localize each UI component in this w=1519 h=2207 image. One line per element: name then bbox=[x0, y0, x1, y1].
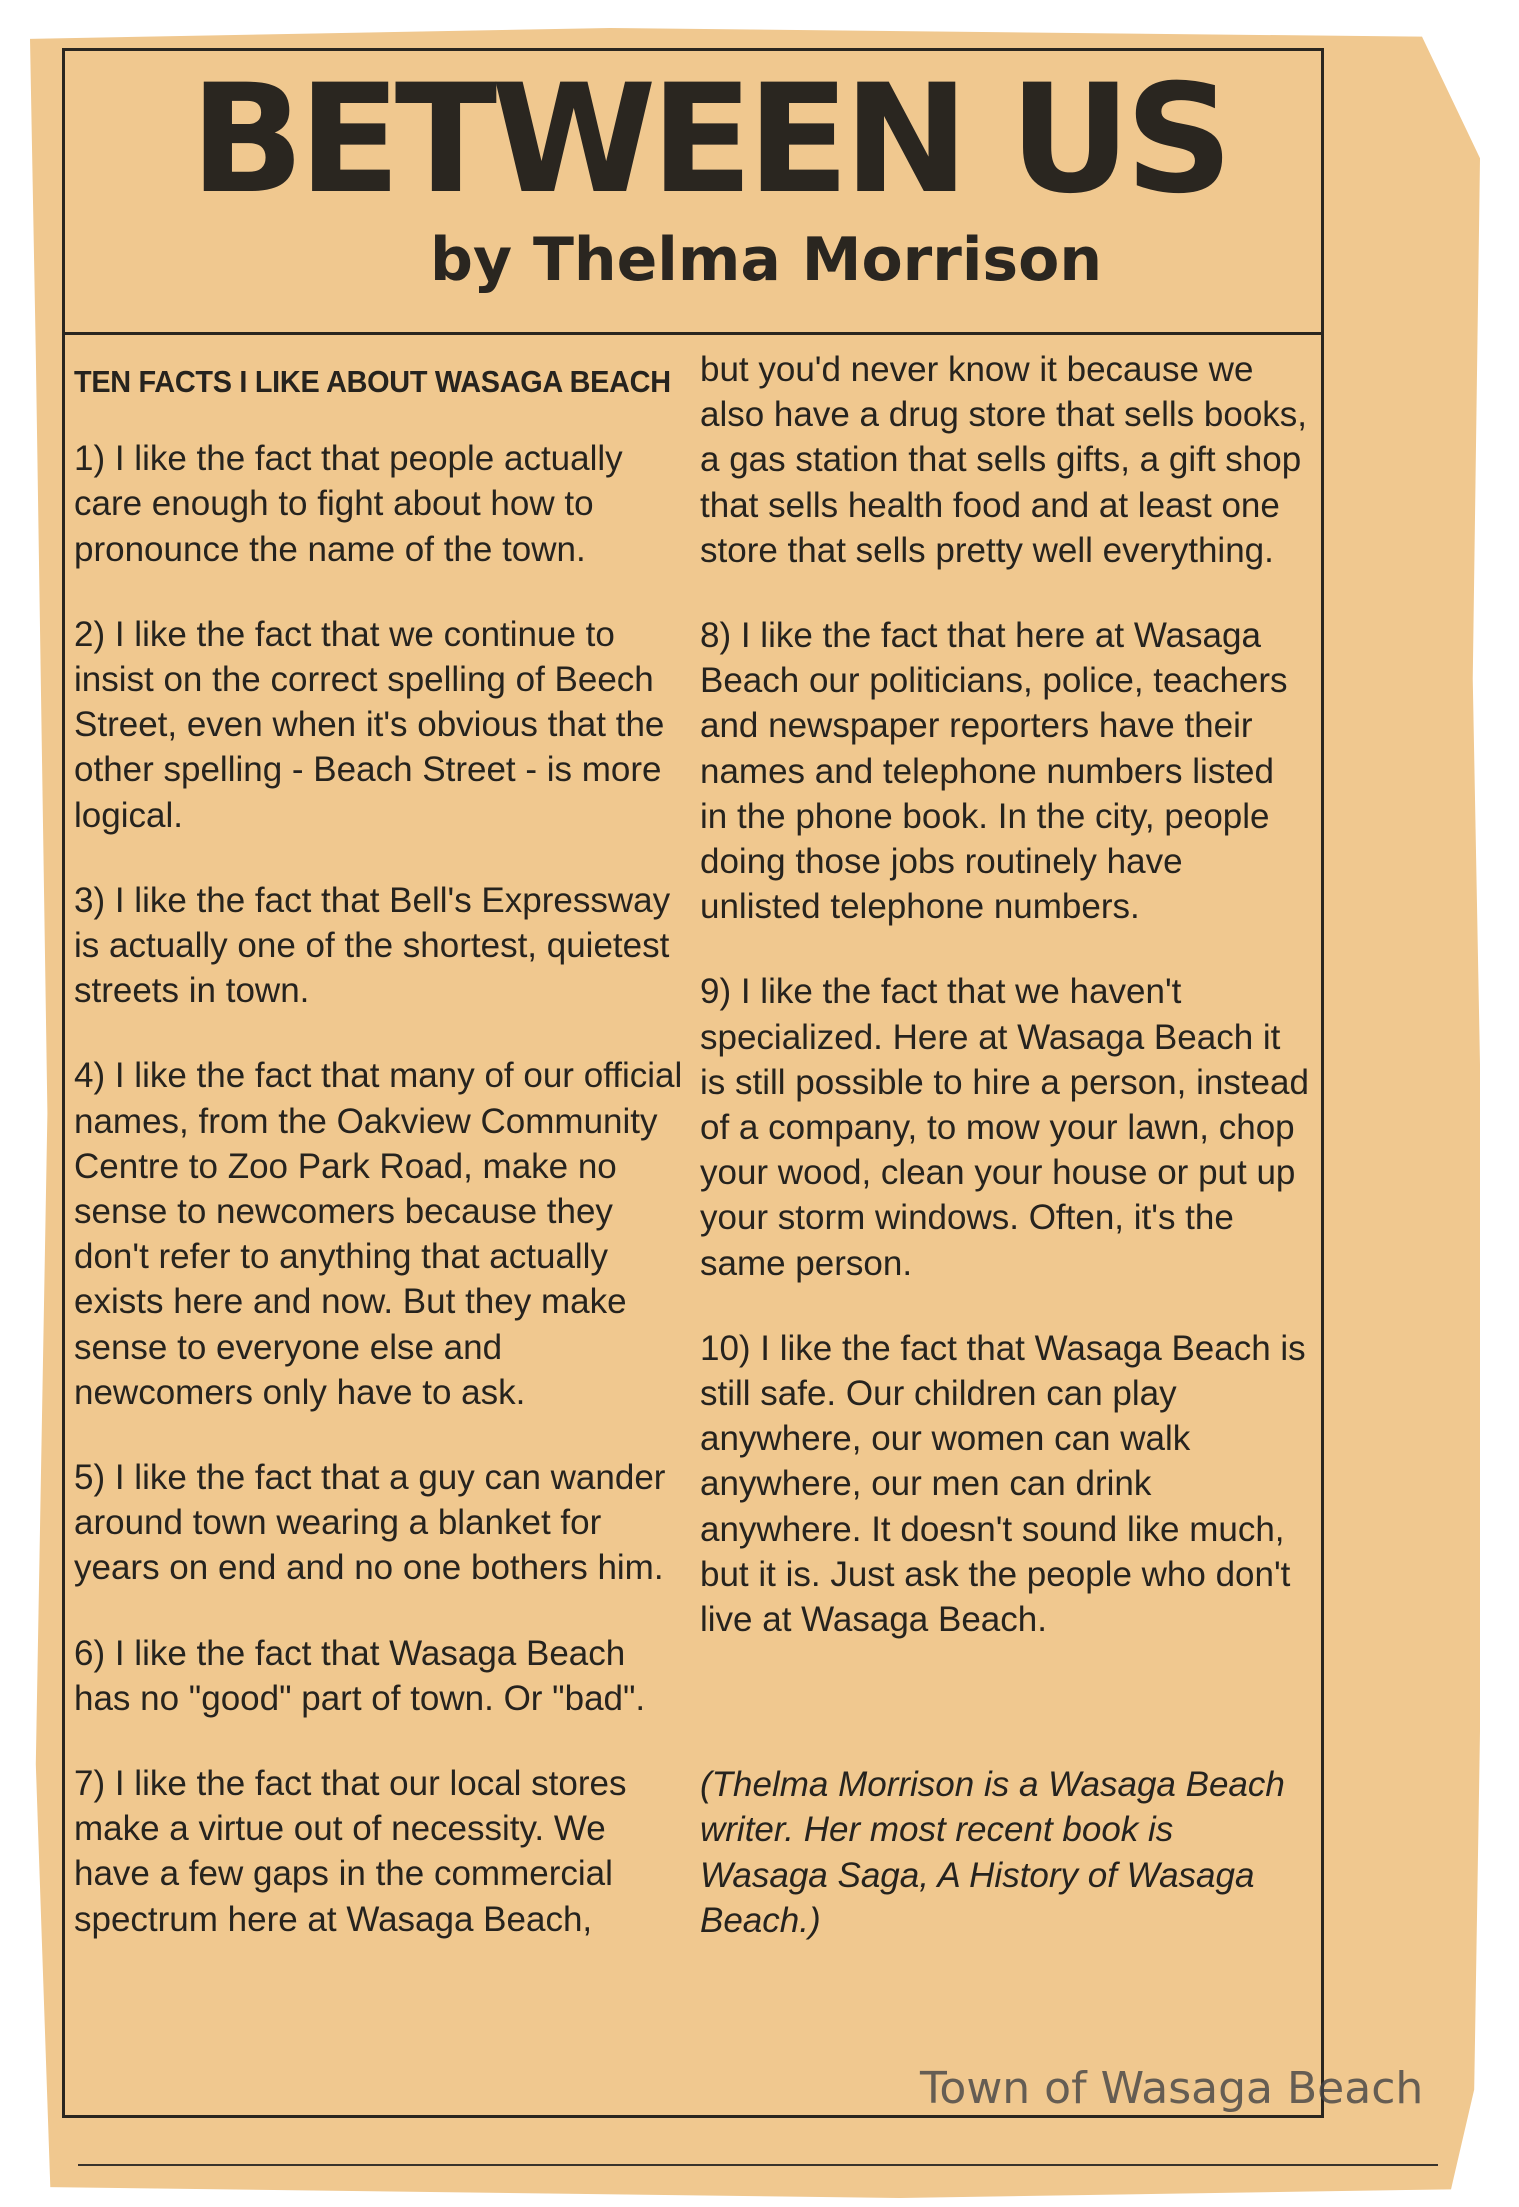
masthead-divider bbox=[62, 332, 1324, 335]
fact-5: 5) I like the fact that a guy can wander around town wearing a blanket for years on end and no one bothers him. bbox=[74, 1458, 666, 1588]
fact-10: 10) I like the fact that Wasaga Beach is still safe. Our children can play anywhere, our women can walk anywhere, our men can drink anywhere. It doesn't sound like much, but it is. Just ask the people who don't live at Wasaga Beach. bbox=[700, 1328, 1306, 1640]
article-heading: TEN FACTS I LIKE ABOUT WASAGA BEACH bbox=[74, 364, 671, 399]
fact-9: 9) I like the fact that we haven't specialized. Here at Wasaga Beach it is still possible to hire a person, instead of a company, to mow your lawn, chop your wood, clean your house or put up your storm windows. Often, it's the same person. bbox=[700, 972, 1309, 1283]
fact-4: 4) I like the fact that many of our official names, from the Oakview Community Centre to Zoo Park Road, make no sense to newcomers because they don't refer to anything that actually exists here and now. But they make sense to everyone else and newcomers only have to ask. bbox=[74, 1056, 683, 1412]
fact-7-continued: but you'd never know it because we also have a drug store that sells books, a gas station that sells gifts, a gift shop that sells health food and at least one store that sells pretty well everything. bbox=[700, 350, 1308, 570]
column-title: BETWEEN US bbox=[190, 53, 1228, 227]
fact-8: 8) I like the fact that here at Wasaga Beach our politicians, police, teachers and newspaper reporters have their names and telephone numbers listed in the phone book. In the city, people doing those jobs routinely have unlisted telephone numbers. bbox=[700, 616, 1288, 927]
right-column bbox=[700, 345, 1310, 1978]
fact-3: 3) I like the fact that Bell's Expressway is actually one of the shortest, quietest streets in town. bbox=[74, 880, 671, 1011]
left-column bbox=[74, 345, 684, 1982]
fact-2: 2) I like the fact that we continue to insist on the correct spelling of Beech Street, even when it's obvious that the other spelling - Beach Street - is more logical. bbox=[74, 614, 665, 835]
author-bio: (Thelma Morrison is a Wasaga Beach writer. Her most recent book is Wasaga Saga, A History of Wasaga Beach.) bbox=[700, 1765, 1285, 1940]
byline: by Thelma Morrison bbox=[430, 225, 1103, 295]
bottom-rule bbox=[78, 2164, 1438, 2166]
fact-7: 7) I like the fact that our local stores make a virtue out of necessity. We have a few gaps in the commercial spectrum here at Wasaga Beach, bbox=[74, 1764, 627, 1939]
fact-1: 1) I like the fact that people actually care enough to fight about how to pronounce the name of the town. bbox=[74, 439, 623, 569]
fact-6: 6) I like the fact that Wasaga Beach has no "good" part of town. Or "bad". bbox=[74, 1633, 646, 1718]
watermark: Town of Wasaga Beach bbox=[920, 2063, 1424, 2114]
